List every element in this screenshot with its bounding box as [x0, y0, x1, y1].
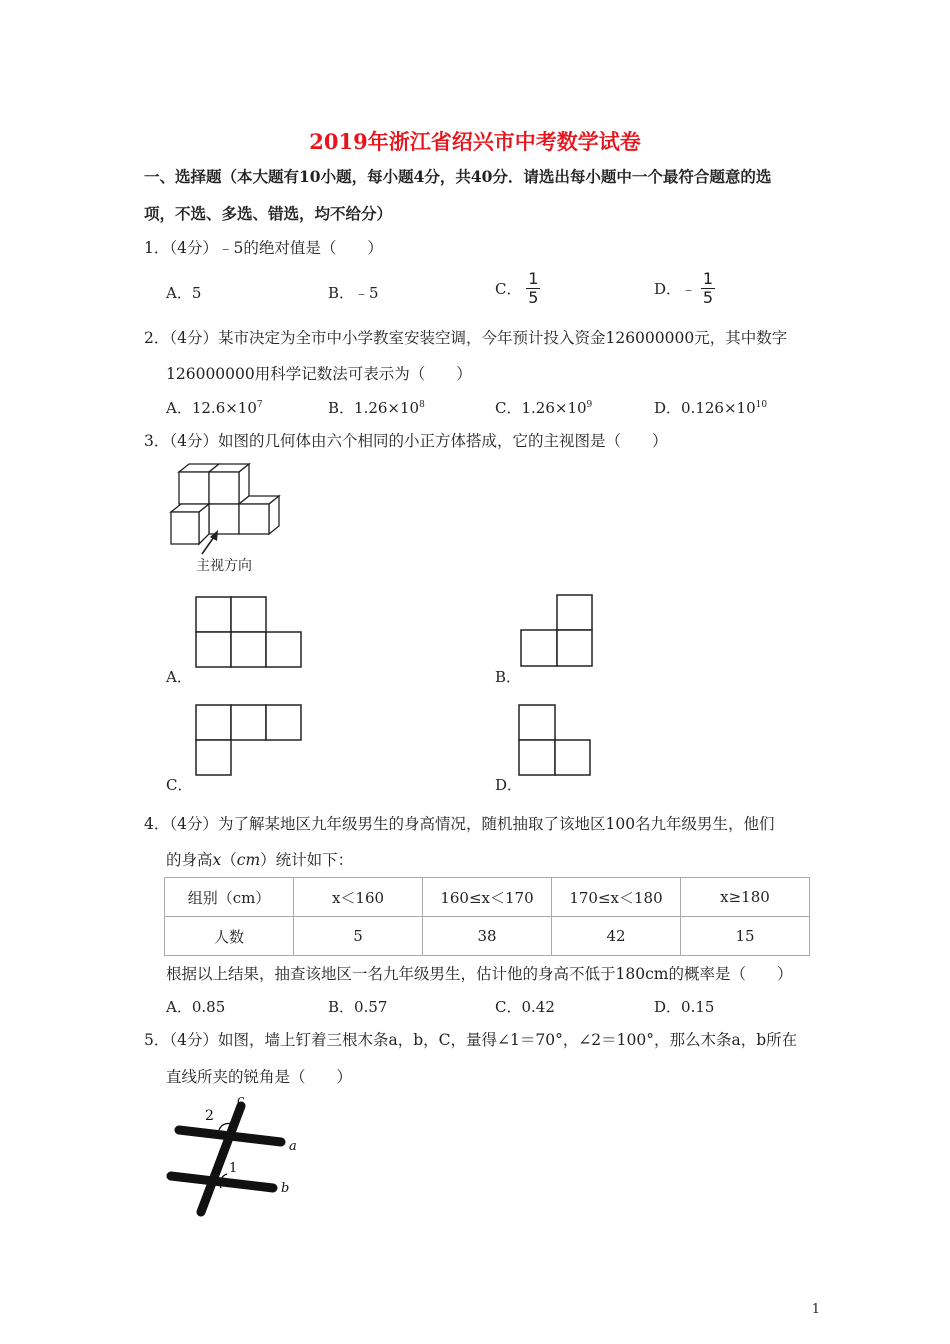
q5-strip-b-label: b [281, 1181, 290, 1196]
q2-option-b [328, 397, 425, 418]
q5-strip-c-label: c [237, 1093, 245, 1108]
q3-option-c-figure [195, 704, 303, 776]
q2-option-d-text: D．0.126×10 [654, 399, 756, 417]
q4-line1: 4．（4分）为了解某地区九年级男生的身高情况，随机抽取了该地区100名九年级男生，他们 [144, 815, 775, 833]
q3-stem: 3．（4分）如图的几何体由六个相同的小正方体搭成，它的主视图是（ ） [144, 432, 668, 450]
q4-option-c: C．0.42 [495, 998, 555, 1016]
q1-option-d [654, 270, 715, 307]
table-cell: 5 [294, 917, 423, 956]
table-cell: 人数 [165, 917, 294, 956]
q4-option-a: A．0.85 [166, 998, 226, 1016]
q1-option-c-label: C． [495, 280, 522, 298]
q5-wooden-strips-figure [165, 1092, 305, 1220]
table-header-cell: 170≤x＜180 [552, 878, 681, 917]
q2-option-c-exp: 9 [586, 400, 593, 410]
q1-stem: 1．（4分）﹣5的绝对值是（ ） [144, 239, 383, 257]
table-header-cell: x＜160 [294, 878, 423, 917]
q3-figure-caption: 主视方向 [196, 558, 252, 574]
q2-option-b-text: B．1.26×10 [328, 399, 420, 417]
q1-option-c-numerator: 1 [528, 269, 539, 288]
q1-option-a: A．5 [166, 284, 202, 302]
q2-option-a-exp: 7 [256, 400, 263, 410]
q2-line1: 2．（4分）某市决定为全市中小学教室安装空调，今年预计投入资金126000000元，其中数字 [144, 329, 788, 347]
q4-option-b: B．0.57 [328, 998, 388, 1016]
page-title: 2019年浙江省绍兴市中考数学试卷 [309, 129, 641, 154]
q2-option-d [654, 397, 767, 418]
q4-height-table [164, 877, 810, 956]
table-cell: 15 [681, 917, 810, 956]
q5-line2: 直线所夹的锐角是（ ） [166, 1068, 353, 1086]
q4-line2 [166, 848, 353, 870]
q4-line2-unit: cm [236, 851, 261, 869]
q3-option-a-figure [195, 596, 303, 668]
q1-option-d-fraction [701, 270, 715, 307]
q3-option-b-label: B． [495, 668, 522, 686]
table-header-cell: x≥180 [681, 878, 810, 917]
q2-option-a [166, 397, 263, 418]
q4-option-d: D．0.15 [654, 998, 715, 1016]
q1-option-c-fraction [526, 270, 540, 307]
q4-line2-var: x [212, 851, 222, 869]
q2-option-c [495, 397, 592, 418]
table-cell: 38 [423, 917, 552, 956]
q3-solid-figure [165, 460, 290, 550]
q2-line2: 126000000用科学记数法可表示为（ ） [166, 365, 472, 383]
q2-option-b-exp: 8 [419, 400, 425, 410]
q1-option-d-label: D． [654, 280, 682, 298]
table-header-cell: 组别（cm） [165, 878, 294, 917]
q3-option-d-label: D． [495, 776, 523, 794]
q1-option-c-denominator: 5 [528, 288, 539, 307]
q1-option-b: B．﹣5 [328, 284, 379, 302]
q1-option-c [495, 270, 540, 307]
q3-option-c-label: C． [166, 776, 193, 794]
section-heading-line1: 一、选择题（本大题有10小题，每小题4分，共40分．请选出每小题中一个最符合题意的选 [144, 167, 772, 186]
q2-option-c-text: C．1.26×10 [495, 399, 587, 417]
q5-strip-a-label: a [289, 1139, 297, 1154]
q3-view-arrow-icon [196, 528, 226, 558]
q4-line2-unit-open: （ [221, 851, 237, 869]
q1-option-d-sign: ﹣ [681, 280, 697, 298]
q4-conclusion: 根据以上结果，抽查该地区一名九年级男生，估计他的身高不低于180cm的概率是（ ） [166, 965, 793, 983]
q5-angle-2-label: 2 [205, 1108, 214, 1124]
q2-option-d-exp: 10 [755, 400, 768, 410]
table-row [165, 917, 810, 956]
table-row [165, 878, 810, 917]
q4-line2-pre: 的身高 [166, 851, 213, 869]
q5-line1: 5．（4分）如图，墙上钉着三根木条a，b，C，量得∠1＝70°，∠2＝100°，那么木条a，b所在 [144, 1031, 798, 1049]
page-number: 1 [811, 1302, 820, 1317]
q1-option-d-numerator: 1 [702, 269, 714, 288]
q3-option-b-figure [520, 594, 594, 668]
section-heading-line2: 项，不选、多选、错选，均不给分） [144, 204, 393, 223]
q1-option-d-denominator: 5 [702, 288, 714, 307]
table-cell: 42 [552, 917, 681, 956]
table-header-cell: 160≤x＜170 [423, 878, 552, 917]
q5-angle-1-label: 1 [229, 1161, 238, 1176]
q3-option-d-figure [518, 704, 592, 778]
q4-line2-post: ）统计如下： [260, 851, 354, 869]
q3-option-a-label: A． [166, 668, 192, 686]
q2-option-a-text: A．12.6×10 [166, 399, 257, 417]
